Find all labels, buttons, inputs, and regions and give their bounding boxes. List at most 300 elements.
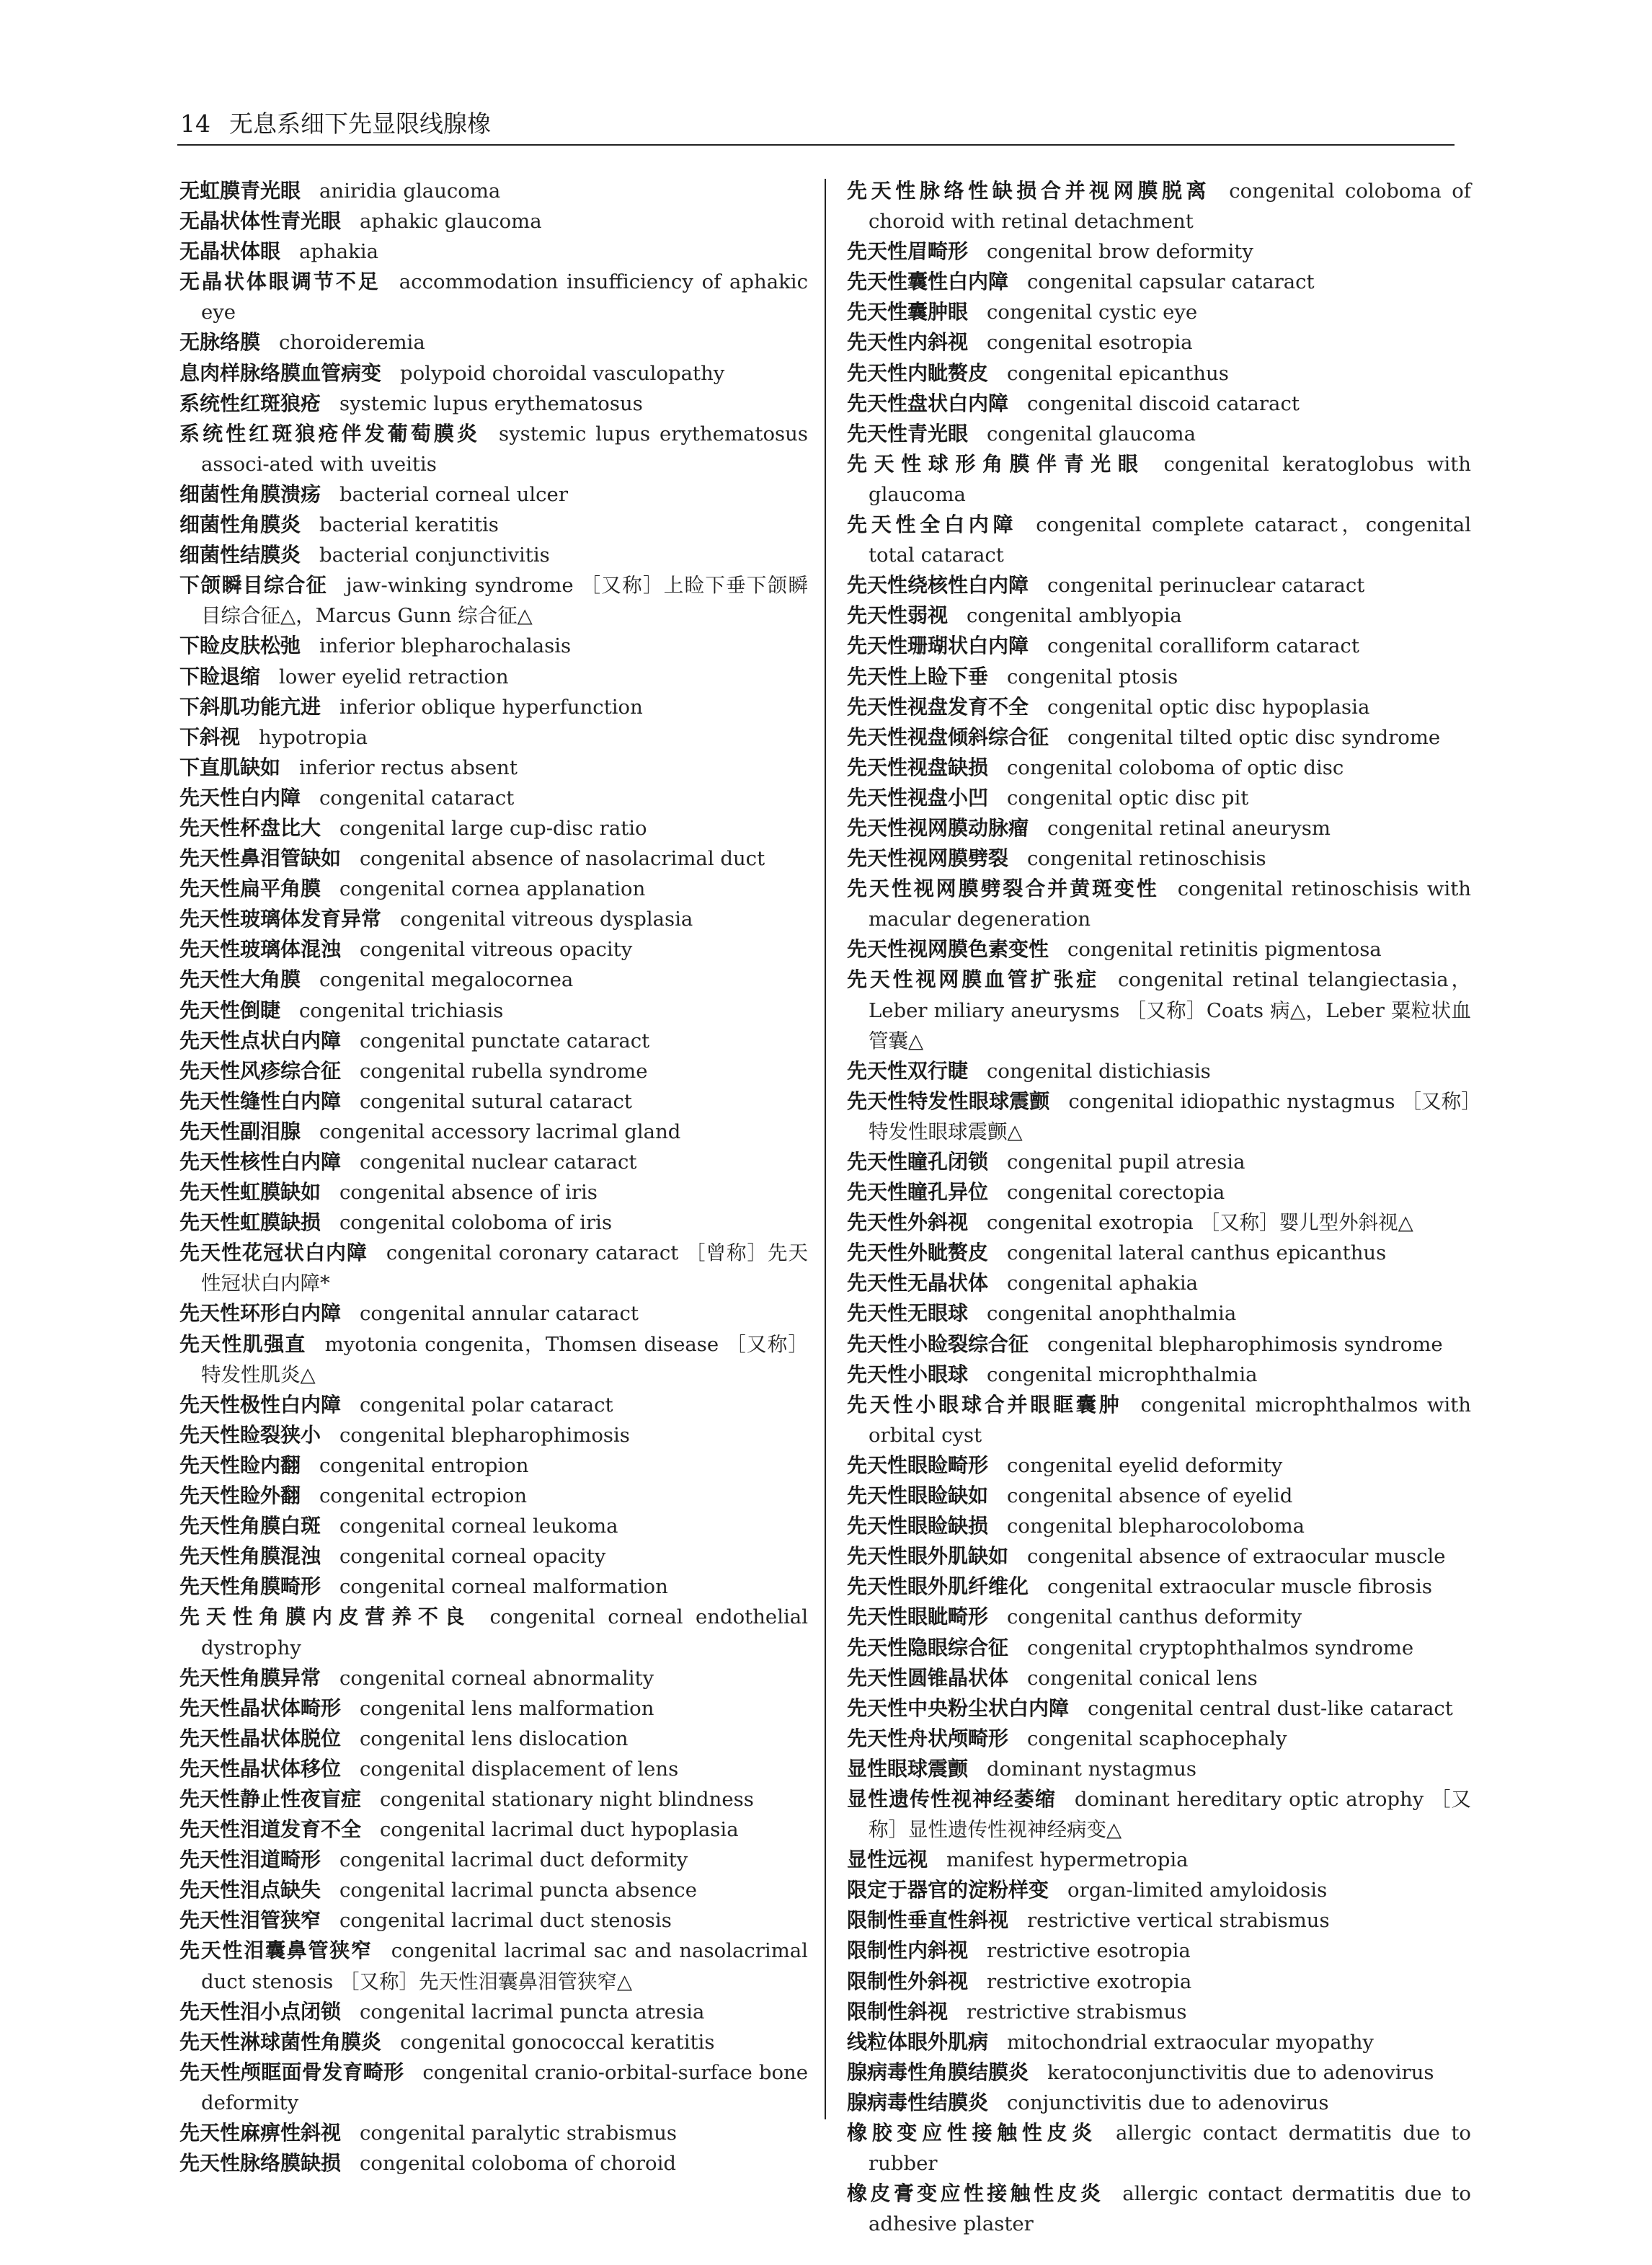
term-chinese: 先天性睑内翻	[179, 1453, 301, 1477]
glossary-entry	[179, 1875, 808, 1905]
term-chinese: 先天性点状白内障	[179, 1028, 342, 1052]
glossary-entry	[179, 510, 808, 540]
term-chinese: 下睑退缩	[179, 664, 261, 688]
term-chinese: 先天性特发性眼球震颤	[847, 1089, 1050, 1113]
glossary-entry	[179, 1997, 808, 2027]
term-chinese: 细菌性角膜溃疡	[179, 482, 321, 506]
term-chinese: 显性眼球震颤	[847, 1756, 969, 1781]
term-english: congenital idiopathic nystagmus ［又称］特发性眼球震颤△	[869, 1089, 1471, 1143]
term-english: restrictive exotropia	[987, 1969, 1192, 1993]
term-chinese: 先天性晶状体畸形	[179, 1696, 342, 1720]
term-english: congenital corectopia	[1007, 1181, 1225, 1205]
glossary-entry	[847, 813, 1471, 843]
glossary-entry	[179, 540, 808, 570]
term-english: congenital distichiasis	[987, 1059, 1211, 1083]
term-chinese: 先天性泪道畸形	[179, 1848, 321, 1872]
term-chinese: 无晶状体眼	[179, 239, 281, 264]
term-chinese: 先天性泪道发育不全	[179, 1817, 362, 1842]
term-english: choroideremia	[279, 331, 425, 355]
term-chinese: 先天性脉络性缺损合并视网膜脱离	[847, 179, 1211, 203]
term-english: congenital central dust-like cataract	[1088, 1696, 1453, 1720]
left-column	[179, 176, 808, 2178]
term-english: congenital pupil atresia	[1007, 1151, 1245, 1174]
glossary-entry	[847, 2027, 1471, 2057]
term-chinese: 先天性角膜内皮营养不良	[179, 1605, 471, 1629]
term-english: keratoconjunctivitis due to adenovirus	[1047, 2060, 1434, 2084]
glossary-entry	[179, 479, 808, 510]
running-title: 无息系细下先显限线腺橡	[229, 110, 491, 138]
term-chinese: 先天性麻痹性斜视	[179, 2121, 342, 2145]
glossary-entry	[847, 1572, 1471, 1602]
term-english: congenital entropion	[319, 1453, 529, 1477]
glossary-entry	[847, 1967, 1471, 1997]
glossary-entry	[179, 1390, 808, 1420]
glossary-entry	[847, 1390, 1471, 1450]
term-chinese: 先天性外斜视	[847, 1210, 969, 1235]
term-chinese: 显性遗传性视神经萎缩	[847, 1786, 1056, 1811]
term-english: congenital coralliform cataract	[1047, 634, 1359, 658]
term-english: congenital absence of iris	[339, 1181, 598, 1205]
term-chinese: 先天性视网膜劈裂	[847, 846, 1009, 871]
term-english: hypotropia	[259, 725, 368, 749]
term-chinese: 先天性极性白内障	[179, 1392, 342, 1417]
term-chinese: 细菌性结膜炎	[179, 543, 301, 567]
term-english: congenital accessory lacrimal gland	[319, 1120, 681, 1143]
term-english: congenital absence of nasolacrimal duct	[360, 847, 765, 871]
term-chinese: 先天性颅眶面骨发育畸形	[179, 2060, 404, 2084]
glossary-entry	[847, 1784, 1471, 1845]
glossary-entry	[847, 2178, 1471, 2239]
term-english: congenital lacrimal sac and nasolacrimal duct stenosis ［又称］先天性泪囊鼻泪管狭窄△	[201, 1939, 808, 1993]
glossary-entry	[847, 1663, 1471, 1693]
glossary-entry	[847, 1845, 1471, 1875]
glossary-entry	[847, 1329, 1471, 1360]
term-chinese: 线粒体眼外肌病	[847, 2029, 989, 2054]
term-english: congenital corneal leukoma	[339, 1515, 618, 1538]
glossary-entry	[847, 662, 1471, 692]
glossary-entry	[179, 1117, 808, 1147]
term-chinese: 先天性泪管狭窄	[179, 1908, 321, 1933]
glossary-entry	[179, 1754, 808, 1784]
term-chinese: 显性远视	[847, 1848, 928, 1872]
term-english: congenital discoid cataract	[1027, 391, 1300, 415]
glossary-entry	[847, 1147, 1471, 1177]
glossary-entry	[847, 600, 1471, 631]
term-english: congenital rubella syndrome	[360, 1059, 648, 1083]
glossary-entry	[847, 1207, 1471, 1238]
term-english: aphakia	[299, 240, 378, 264]
glossary-entry	[847, 267, 1471, 297]
term-chinese: 先天性圆锥晶状体	[847, 1665, 1009, 1690]
term-chinese: 先天性舟状颅畸形	[847, 1726, 1009, 1750]
term-english: congenital paralytic strabismus	[360, 2122, 678, 2145]
term-english: inferior rectus absent	[299, 755, 518, 779]
term-chinese: 下直肌缺如	[179, 755, 281, 779]
term-chinese: 无晶状体性青光眼	[179, 209, 342, 234]
term-chinese: 先天性淋球菌性角膜炎	[179, 2029, 382, 2054]
term-chinese: 下睑皮肤松弛	[179, 634, 301, 658]
glossary-entry	[847, 1086, 1471, 1147]
glossary-entry	[179, 1724, 808, 1754]
term-chinese: 先天性虹膜缺损	[179, 1210, 321, 1235]
term-english: systemic lupus erythematosus	[339, 391, 643, 415]
term-english: jaw-winking syndrome ［又称］上睑下垂下颌瞬目综合征△，Marcus Gunn 综合征△	[201, 574, 808, 628]
term-english: allergic contact dermatitis due to adhesive plaster	[869, 2182, 1471, 2236]
glossary-entry	[179, 692, 808, 722]
glossary-entry	[179, 1481, 808, 1511]
term-chinese: 先天性眼外肌缺如	[847, 1544, 1009, 1569]
term-chinese: 先天性视盘倾斜综合征	[847, 724, 1049, 749]
term-chinese: 先天性上睑下垂	[847, 664, 989, 688]
term-english: lower eyelid retraction	[279, 665, 509, 688]
term-english: congenital optic disc hypoplasia	[1047, 695, 1370, 719]
term-english: restrictive strabismus	[967, 2000, 1187, 2024]
term-chinese: 先天性核性白内障	[179, 1150, 342, 1174]
term-chinese: 先天性鼻泪管缺如	[179, 846, 342, 871]
glossary-entry	[847, 1238, 1471, 1268]
term-chinese: 息肉样脉络膜血管病变	[179, 360, 382, 385]
glossary-entry	[179, 783, 808, 813]
glossary-entry	[179, 1602, 808, 1662]
term-english: systemic lupus erythematosus associ-ated with uveitis	[201, 422, 808, 476]
term-english: congenital capsular cataract	[1027, 270, 1315, 294]
glossary-entry	[179, 1784, 808, 1814]
term-english: congenital anophthalmia	[987, 1302, 1237, 1326]
glossary-entry	[179, 206, 808, 236]
term-english: congenital large cup-disc ratio	[339, 816, 647, 840]
glossary-entry	[847, 1633, 1471, 1663]
glossary-entry	[847, 510, 1471, 570]
term-chinese: 先天性小眼球合并眼眶囊肿	[847, 1392, 1122, 1417]
glossary-entry	[847, 1298, 1471, 1329]
term-english: congenital coloboma of choroid with retinal detachment	[869, 179, 1471, 234]
term-english: congenital canthus deformity	[1007, 1605, 1302, 1629]
term-english: dominant nystagmus	[987, 1757, 1196, 1781]
term-english: congenital absence of extraocular muscle	[1027, 1545, 1446, 1569]
glossary-entry	[179, 176, 808, 206]
term-chinese: 先天性眼睑缺如	[847, 1484, 989, 1508]
term-chinese: 先天性肌强直	[179, 1331, 306, 1356]
term-english: myotonia congenita，Thomsen disease ［又称］特发性肌炎△	[201, 1332, 808, 1386]
term-english: congenital blepharocoloboma	[1007, 1515, 1305, 1538]
term-chinese: 先天性内眦赘皮	[847, 360, 989, 385]
glossary-entry	[847, 1360, 1471, 1390]
term-chinese: 先天性角膜异常	[179, 1665, 321, 1690]
term-chinese: 限定于器官的淀粉样变	[847, 1878, 1049, 1902]
term-english: inferior blepharochalasis	[319, 634, 572, 658]
term-chinese: 限制性斜视	[847, 1999, 949, 2024]
glossary-entry	[847, 1450, 1471, 1481]
glossary-entry	[179, 1329, 808, 1390]
glossary-entry	[847, 327, 1471, 358]
term-english: restrictive esotropia	[987, 1939, 1191, 1963]
term-english: aniridia glaucoma	[319, 179, 501, 203]
term-chinese: 先天性双行睫	[847, 1058, 969, 1083]
glossary-entry	[179, 1450, 808, 1481]
glossary-entry	[179, 996, 808, 1026]
term-chinese: 先天性晶状体脱位	[179, 1726, 342, 1750]
glossary-entry	[179, 2148, 808, 2178]
glossary-entry	[847, 449, 1471, 510]
term-english: congenital retinoschisis with macular degeneration	[869, 877, 1471, 931]
glossary-entry	[179, 389, 808, 419]
term-english: congenital corneal endothelial dystrophy	[201, 1605, 808, 1659]
term-english: congenital brow deformity	[987, 240, 1253, 264]
term-chinese: 先天性无眼球	[847, 1301, 969, 1326]
term-english: bacterial keratitis	[319, 513, 499, 537]
term-english: congenital lacrimal duct stenosis	[339, 1909, 672, 1933]
term-chinese: 系统性红斑狼疮伴发葡萄膜炎	[179, 421, 481, 446]
term-chinese: 先天性无晶状体	[847, 1271, 989, 1295]
term-chinese: 先天性角膜畸形	[179, 1574, 321, 1599]
term-english: congenital ptosis	[1007, 665, 1178, 688]
term-english: congenital epicanthus	[1007, 361, 1229, 385]
glossary-entry	[847, 419, 1471, 449]
term-english: congenital microphthalmia	[987, 1362, 1258, 1386]
glossary-entry	[847, 1268, 1471, 1298]
term-chinese: 先天性隐眼综合征	[847, 1635, 1009, 1659]
glossary-entry	[179, 358, 808, 389]
term-chinese: 下斜肌功能亢进	[179, 694, 321, 719]
glossary-entry	[179, 934, 808, 965]
term-chinese: 无晶状体眼调节不足	[179, 270, 381, 294]
term-chinese: 腺病毒性结膜炎	[847, 2090, 989, 2114]
term-english: congenital vitreous dysplasia	[400, 908, 693, 931]
glossary-entry	[179, 843, 808, 874]
glossary-entry	[179, 419, 808, 479]
term-english: congenital displacement of lens	[360, 1757, 679, 1781]
term-english: congenital retinoschisis	[1027, 847, 1266, 871]
term-chinese: 先天性绕核性白内障	[847, 573, 1029, 598]
term-chinese: 先天性眼睑缺损	[847, 1514, 989, 1538]
glossary-entry	[179, 1845, 808, 1875]
term-english: congenital lateral canthus epicanthus	[1007, 1241, 1387, 1265]
term-english: dominant hereditary optic atrophy ［又称］显性遗传性视神经病变△	[869, 1787, 1471, 1842]
term-chinese: 先天性眉畸形	[847, 239, 969, 264]
term-english: allergic contact dermatitis due to rubber	[869, 2122, 1471, 2176]
glossary-entry	[179, 1086, 808, 1117]
glossary-entry	[847, 2088, 1471, 2118]
term-chinese: 先天性弱视	[847, 603, 949, 628]
term-chinese: 系统性红斑狼疮	[179, 391, 321, 415]
glossary-entry	[847, 176, 1471, 236]
term-chinese: 限制性外斜视	[847, 1969, 969, 1993]
term-english: congenital retinal telangiectasia，Leber miliary aneurysms ［又称］Coats 病△，Leber 粟粒状血管囊△	[869, 968, 1471, 1052]
page-header	[177, 108, 1455, 146]
term-english: congenital cystic eye	[987, 301, 1198, 324]
glossary-entry	[179, 1026, 808, 1056]
glossary-entry	[847, 389, 1471, 419]
term-english: congenital lacrimal duct hypoplasia	[380, 1818, 739, 1842]
glossary-entry	[847, 965, 1471, 1055]
term-english: congenital corneal abnormality	[339, 1666, 654, 1690]
term-chinese: 先天性睑外翻	[179, 1484, 301, 1508]
term-english: conjunctivitis due to adenovirus	[1007, 2091, 1329, 2114]
glossary-entry	[847, 1541, 1471, 1572]
glossary-entry	[847, 783, 1471, 813]
term-chinese: 下颌瞬目综合征	[179, 573, 327, 598]
term-chinese: 先天性视网膜血管扩张症	[847, 967, 1100, 992]
glossary-entry	[847, 297, 1471, 327]
term-english: congenital corneal opacity	[339, 1545, 606, 1569]
glossary-entry	[847, 236, 1471, 267]
term-chinese: 先天性视网膜劈裂合并黄斑变性	[847, 877, 1159, 901]
term-english: accommodation insufficiency of aphakic eye	[201, 270, 808, 324]
term-chinese: 先天性风疹综合征	[179, 1058, 342, 1083]
glossary-entry	[847, 1511, 1471, 1541]
term-chinese: 先天性视网膜色素变性	[847, 937, 1049, 962]
term-chinese: 限制性内斜视	[847, 1938, 969, 1963]
term-english: bacterial conjunctivitis	[319, 544, 550, 567]
term-chinese: 先天性瞳孔异位	[847, 1180, 989, 1205]
term-english: congenital microphthalmos with orbital cyst	[869, 1393, 1471, 1447]
glossary-entry	[179, 2118, 808, 2148]
term-chinese: 先天性中央粉尘状白内障	[847, 1696, 1070, 1720]
glossary-entry	[847, 358, 1471, 389]
term-chinese: 先天性花冠状白内障	[179, 1241, 368, 1265]
glossary-entry	[179, 1238, 808, 1298]
term-english: congenital vitreous opacity	[360, 938, 633, 962]
glossary-entry	[179, 1693, 808, 1724]
term-chinese: 先天性玻璃体发育异常	[179, 907, 382, 931]
term-english: bacterial corneal ulcer	[339, 482, 568, 506]
glossary-entry	[179, 327, 808, 358]
term-english: congenital sutural cataract	[360, 1089, 632, 1113]
term-english: congenital keratoglobus with glaucoma	[869, 452, 1471, 506]
glossary-entry	[179, 753, 808, 783]
term-english: polypoid choroidal vasculopathy	[400, 361, 725, 385]
term-chinese: 先天性泪点缺失	[179, 1878, 321, 1902]
term-english: congenital megalocornea	[319, 968, 574, 992]
term-chinese: 限制性垂直性斜视	[847, 1908, 1009, 1933]
term-chinese: 先天性角膜白斑	[179, 1514, 321, 1538]
term-english: congenital coloboma of choroid	[360, 2152, 676, 2176]
term-english: congenital complete cataract，congenital total cataract	[869, 513, 1471, 567]
term-english: congenital cranio-orbital-surface bone deformity	[201, 2060, 808, 2114]
term-english: congenital retinal aneurysm	[1047, 816, 1331, 840]
term-chinese: 先天性环形白内障	[179, 1301, 342, 1326]
term-chinese: 先天性眼睑畸形	[847, 1453, 989, 1477]
term-chinese: 先天性珊瑚状白内障	[847, 634, 1029, 658]
term-chinese: 先天性眼外肌纤维化	[847, 1574, 1029, 1599]
term-chinese: 先天性晶状体移位	[179, 1756, 342, 1781]
term-english: congenital absence of eyelid	[1007, 1484, 1293, 1508]
term-english: congenital polar cataract	[360, 1393, 613, 1417]
term-english: congenital exotropia ［又称］婴儿型外斜视△	[987, 1211, 1413, 1235]
term-english: congenital coloboma of optic disc	[1007, 755, 1344, 779]
right-column	[847, 176, 1471, 2239]
glossary-entry	[179, 813, 808, 843]
term-chinese: 先天性瞳孔闭锁	[847, 1150, 989, 1174]
term-english: congenital optic disc pit	[1007, 786, 1249, 810]
term-english: congenital trichiasis	[299, 998, 504, 1022]
page-number: 14	[180, 110, 210, 138]
glossary-entry	[847, 1997, 1471, 2027]
term-english: congenital scaphocephaly	[1027, 1727, 1287, 1750]
glossary-entry	[179, 722, 808, 753]
glossary-entry	[179, 1936, 808, 1996]
glossary-entry	[179, 662, 808, 692]
term-chinese: 先天性静止性夜盲症	[179, 1786, 362, 1811]
term-english: congenital corneal malformation	[339, 1575, 668, 1599]
term-chinese: 先天性外眦赘皮	[847, 1241, 989, 1265]
term-english: congenital conical lens	[1027, 1666, 1258, 1690]
term-chinese: 先天性脉络膜缺损	[179, 2151, 342, 2176]
term-chinese: 先天性倒睫	[179, 998, 281, 1022]
term-chinese: 先天性角膜混浊	[179, 1544, 321, 1569]
term-chinese: 先天性青光眼	[847, 421, 969, 446]
term-chinese: 先天性视盘小凹	[847, 785, 989, 810]
term-english: congenital lacrimal duct deformity	[339, 1848, 688, 1872]
term-chinese: 腺病毒性角膜结膜炎	[847, 2060, 1029, 2084]
glossary-entry	[847, 570, 1471, 600]
term-english: congenital coloboma of iris	[339, 1211, 613, 1235]
term-english: congenital ectropion	[319, 1484, 528, 1508]
glossary-entry	[847, 1754, 1471, 1784]
term-english: congenital perinuclear cataract	[1047, 574, 1365, 598]
glossary-entry	[179, 1177, 808, 1207]
glossary-entry	[847, 631, 1471, 661]
term-chinese: 先天性囊性白内障	[847, 270, 1009, 294]
term-chinese: 先天性视网膜动脉瘤	[847, 815, 1029, 840]
term-english: congenital nuclear cataract	[360, 1151, 637, 1174]
term-chinese: 先天性泪小点闭锁	[179, 1999, 342, 2024]
term-english: congenital lens dislocation	[360, 1727, 629, 1750]
glossary-entry	[847, 843, 1471, 874]
term-chinese: 无虹膜青光眼	[179, 179, 301, 203]
glossary-entry	[847, 1602, 1471, 1632]
term-english: congenital glaucoma	[987, 422, 1196, 446]
glossary-entry	[847, 753, 1471, 783]
term-english: congenital tilted optic disc syndrome	[1067, 725, 1441, 749]
term-chinese: 先天性玻璃体混浊	[179, 937, 342, 962]
term-chinese: 先天性视盘缺损	[847, 755, 989, 779]
term-chinese: 先天性小睑裂综合征	[847, 1331, 1029, 1356]
term-english: congenital extraocular muscle fibrosis	[1047, 1575, 1432, 1599]
term-english: congenital stationary night blindness	[380, 1787, 754, 1811]
term-english: congenital lens malformation	[360, 1696, 654, 1720]
glossary-entry	[847, 2057, 1471, 2088]
term-chinese: 先天性大角膜	[179, 967, 301, 992]
term-english: manifest hypermetropia	[946, 1848, 1189, 1872]
term-chinese: 先天性白内障	[179, 785, 301, 810]
term-chinese: 先天性内斜视	[847, 330, 969, 355]
term-english: congenital coronary cataract ［曾称］先天性冠状白内障*	[201, 1241, 808, 1295]
glossary-entry	[179, 631, 808, 661]
glossary-entry	[179, 1541, 808, 1572]
glossary-entry	[847, 1936, 1471, 1966]
glossary-entry	[847, 1724, 1471, 1754]
glossary-entry	[179, 267, 808, 327]
glossary-entry	[847, 692, 1471, 722]
term-chinese: 细菌性角膜炎	[179, 513, 301, 537]
glossary-entry	[179, 1420, 808, 1450]
glossary-entry	[847, 1177, 1471, 1207]
term-chinese: 橡胶变应性接触性皮炎	[847, 2121, 1097, 2145]
term-english: congenital blepharophimosis syndrome	[1047, 1332, 1443, 1356]
term-chinese: 橡皮膏变应性接触性皮炎	[847, 2181, 1104, 2206]
term-english: congenital punctate cataract	[360, 1029, 650, 1052]
term-chinese: 先天性睑裂狭小	[179, 1422, 321, 1447]
term-english: congenital amblyopia	[967, 604, 1182, 628]
glossary-entry	[847, 1056, 1471, 1086]
term-english: restrictive vertical strabismus	[1027, 1909, 1330, 1933]
glossary-entry	[847, 1875, 1471, 1905]
term-chinese: 先天性小眼球	[847, 1362, 969, 1386]
term-chinese: 先天性囊肿眼	[847, 300, 969, 324]
glossary-entry	[179, 904, 808, 934]
glossary-entry	[847, 874, 1471, 934]
